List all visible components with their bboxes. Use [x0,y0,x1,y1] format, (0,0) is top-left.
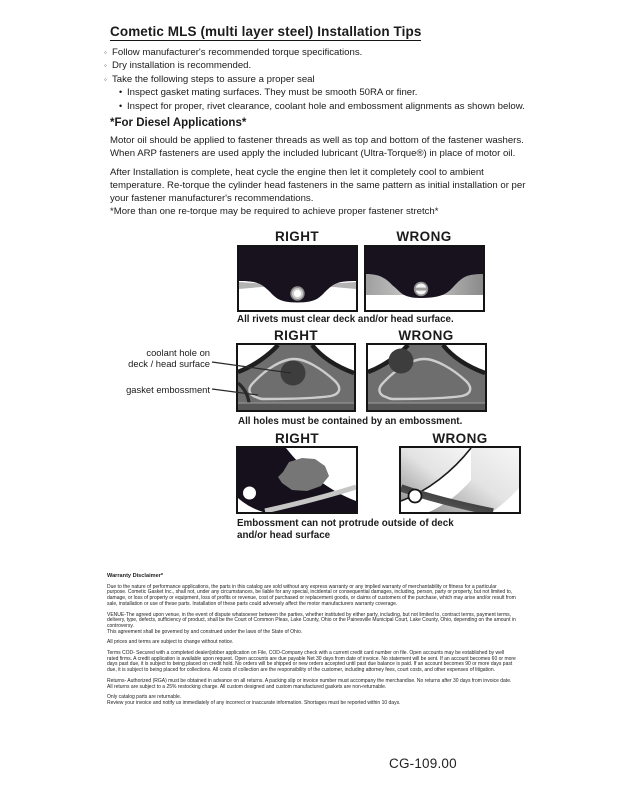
installation-tips-list [104,46,549,113]
warranty-paragraph: Terms COD- Secured with a completed dealer/jobber application on File, COD-Company check with a current credit card number on file. Open accounts may be established by well rated firms. A credit application is available upon request. Open accounts are due payable Net 30 days from date of invoice. No statement will be sent. If an account becomes 60 or more days past due, it is subject to being placed on credit hold. No orders will be shipped or new orders accepted until past due balance is paid. If an account becomes 90 or more days past due, it is subject to being placed for collections. All costs of collection are the responsibility of the customer, including attorney fees, court costs, and other expenses of litigation. [107,650,516,674]
tip-text: Dry installation is recommended. [112,60,252,72]
diesel-paragraph-1: Motor oil should be applied to fastener threads as well as top and bottom of the fastener washers. When ARP fasteners are used apply the included lubricant (Ultra-Torque®) in place of motor oil. [110,135,524,159]
rivet-right-figure [237,245,358,312]
tip-text: Take the following steps to assure a proper seal [112,73,315,85]
rivet-wrong-figure [364,245,485,312]
circle-bullet-icon: ◦ [104,61,107,71]
embossment-wrong-figure [366,343,487,412]
protrusion-right-figure [236,446,358,514]
warranty-paragraph: Due to the nature of performance applications, the parts in this catalog are sold without any express warranty or any implied warranty of merchantability or fitness for a particular purpose. Cometic Gasket Inc., shall not, under any circumstances, be liable for any special, incidental or consequential damages, including, person, party or property, but not limited to, damage, or loss of property or equipment, loss of profits or revenue, cost of purchased or replacement goods, or claims of customers of the purchase, which may arise and/or result from sale, installation or use of these parts. Installation of these parts could adversely affect the motor manufacturers warranty coverage. [107,583,516,607]
rivet-right-drawing [237,245,358,312]
list-item [119,100,549,113]
right-label: RIGHT [275,229,319,244]
coolant-hole [389,349,414,374]
row2-caption: All holes must be contained by an embossment. [238,416,463,427]
warranty-paragraph: Returns- Authorized (RGA) must be obtained in advance on all returns. A packing slip or invoice number must accompany the merchandise. No returns after 30 days from invoice date. All returns are subject to a 25% restocking charge. All custom designed and custom manufactured gaskets are non-returnable. [107,677,512,690]
rivet-wrong-drawing [364,245,485,312]
gasket-embossment-label: gasket embossment [126,384,210,395]
protrusion-right-drawing [236,446,358,514]
wrong-label: WRONG [432,431,488,446]
protrusion-wrong-figure [399,446,521,514]
rivet-icon [290,286,304,300]
circle-bullet-icon: ◦ [104,48,107,57]
retorque-note: *More than one re-torque may be required to achieve proper fastener stretch* [110,206,439,217]
right-label: RIGHT [275,431,319,446]
tip-text: Inspect for proper, rivet clearance, coolant hole and embossment alignments as shown below. [127,100,525,112]
warranty-heading: Warranty Disclaimer* [107,573,164,579]
protrusion-wrong-drawing [399,446,521,514]
page-title: Cometic MLS (multi layer steel) Installation Tips [110,24,422,39]
list-item [104,59,549,72]
tip-text: Follow manufacturer's recommended torque specifications. [112,47,363,58]
list-item [104,73,549,86]
warranty-paragraph: This agreement shall be governed by and construed under the laws of the State of Ohio. [107,628,303,635]
warranty-paragraph: VENUE-The agreed upon venue, in the event of dispute whatsoever between the parties, whether instituted by either party, including, but not limited to, contract terms, payment terms, delivery, type, defects, sufficiency of product, shall be the Court of Common Pleas, Lake County, Ohio or the Painesville Municipal Court, Lake County, Ohio, depending on the amount in controversy. [107,611,516,629]
diesel-heading: *For Diesel Applications* [110,117,247,129]
dot-bullet-icon: • [119,100,123,111]
row1-caption: All rivets must clear deck and/or head surface. [237,314,454,325]
right-label: RIGHT [274,328,318,343]
embossment-wrong-drawing [366,343,487,412]
list-item [119,86,549,99]
wrong-label: WRONG [398,328,454,343]
warranty-paragraph: Only catalog parts are returnable. [107,694,182,701]
bolt-hole [409,490,422,503]
list-item [104,46,549,59]
circle-bullet-icon: ◦ [104,74,107,84]
diesel-paragraph-2: After Installation is complete, heat cycle the engine then let it completely cool to ambient temperature. Re-torque the cylinder head fasteners in the same pattern as initial installation or per your fastener manufacturer's recommendations. [110,167,526,204]
warranty-paragraph: Review your invoice and notify us immediately of any incorrect or inaccurate information. Shortages must be reported within 10 days. [107,699,401,706]
warranty-paragraph: All prices and terms are subject to change without notice. [107,639,234,646]
embossment-right-figure [236,343,356,412]
coolant-hole-label: coolant hole on deck / head surface [128,347,210,369]
document-number: CG-109.00 [389,756,457,771]
wrong-label: WRONG [396,229,452,244]
coolant-hole [281,361,306,386]
dot-bullet-icon: • [119,87,123,98]
tip-text: Inspect gasket mating surfaces. They must be smooth 50RA or finer. [127,87,418,99]
bolt-hole [243,487,256,500]
warranty-disclaimer [107,574,516,712]
embossment-right-drawing [236,343,356,412]
row3-caption: Embossment can not protrude outside of deck and/or head surface [237,518,454,541]
